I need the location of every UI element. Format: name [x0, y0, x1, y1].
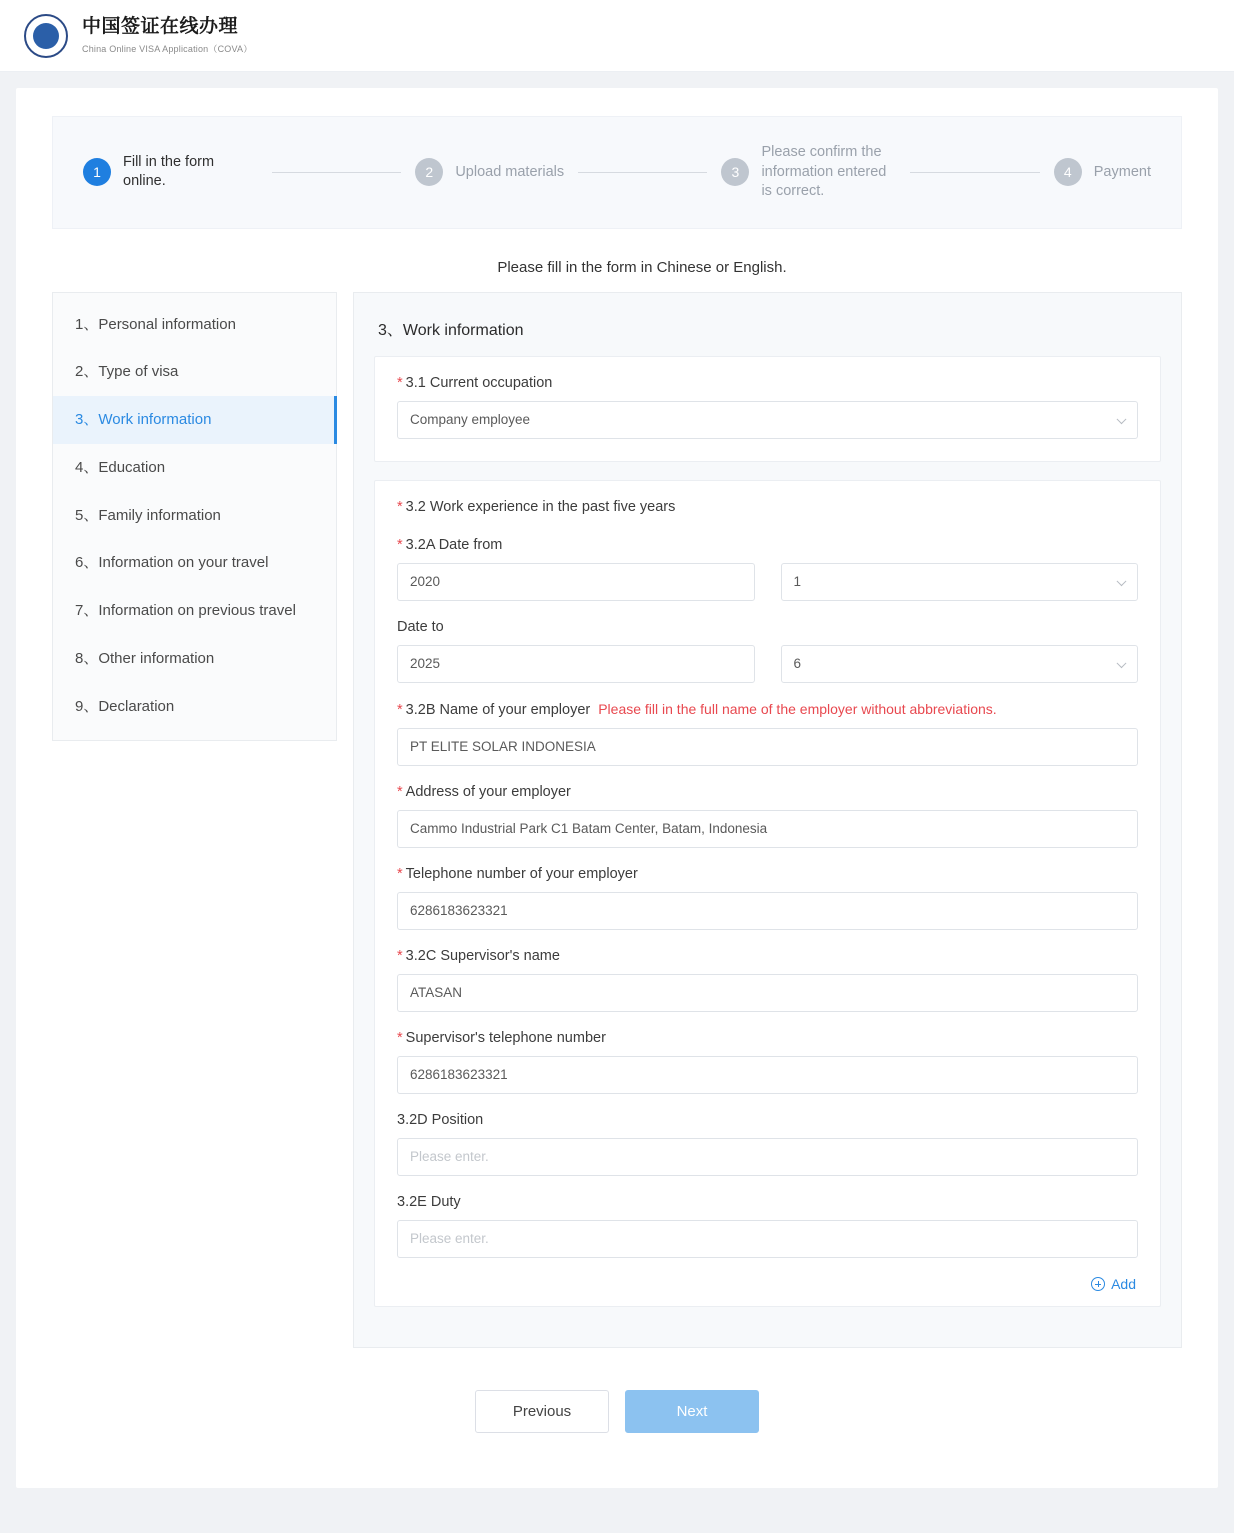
date-to-year-input[interactable] — [397, 645, 755, 683]
footer-buttons — [52, 1390, 1182, 1433]
current-occupation-card — [374, 356, 1161, 462]
supervisor-phone-label: * Supervisor's telephone number — [397, 1029, 606, 1046]
brand-title-en: China Online VISA Application（COVA） — [82, 44, 253, 55]
step-fill-form[interactable] — [83, 153, 258, 192]
employer-phone-label: * Telephone number of your employer — [397, 865, 638, 882]
page-wrapper — [0, 72, 1234, 1518]
sidebar-item-information-on-your-travel[interactable]: 6、Information on your travel — [75, 554, 269, 572]
plus-circle-icon — [1091, 1277, 1105, 1291]
employer-phone-field — [397, 866, 1138, 930]
position-field — [397, 1112, 1138, 1176]
step-confirm-information[interactable] — [721, 143, 896, 202]
work-information-panel — [353, 292, 1182, 1348]
step-3-number: 3 — [721, 158, 749, 186]
required-asterisk: * — [397, 865, 403, 882]
sidebar-item-declaration[interactable]: 9、Declaration — [75, 697, 175, 715]
employer-address-input[interactable] — [397, 810, 1138, 848]
form-language-notice: Please fill in the form in Chinese or English. — [497, 258, 787, 276]
required-asterisk: * — [397, 947, 403, 964]
next-button[interactable]: Next — [625, 1390, 759, 1433]
supervisor-name-input[interactable] — [397, 974, 1138, 1012]
work-experience-label: * 3.2 Work experience in the past five years — [397, 498, 676, 515]
step-connector-3 — [910, 172, 1039, 173]
date-from-year-input[interactable] — [397, 563, 755, 601]
page-card — [16, 88, 1218, 1488]
supervisor-name-field — [397, 948, 1138, 1012]
sidebar-item-type-of-visa[interactable]: 2、Type of visa — [75, 363, 179, 381]
date-to-inputs — [397, 645, 1138, 683]
position-label: 3.2D Position — [397, 1111, 484, 1128]
step-3-label: Please confirm the information entered is correct. — [761, 144, 887, 200]
employer-name-hint: Please fill in the full name of the employer without abbreviations. — [598, 700, 997, 717]
step-connector-1 — [272, 172, 401, 173]
step-connector-2 — [578, 172, 707, 173]
panel-title: 3、Work information — [378, 321, 524, 339]
sidebar-item-personal-information[interactable]: 1、Personal information — [75, 315, 236, 333]
brand-title-cn: 中国签证在线办理 — [82, 15, 239, 37]
app-header — [0, 0, 1234, 72]
employer-phone-input[interactable] — [397, 892, 1138, 930]
step-1-label: Fill in the form online. — [123, 153, 215, 190]
employer-address-label: * Address of your employer — [397, 783, 571, 800]
step-2-label: Upload materials — [455, 163, 565, 180]
supervisor-phone-field — [397, 1030, 1138, 1094]
employer-name-field — [397, 701, 1138, 766]
sidebar-item-education[interactable]: 4、Education — [75, 458, 166, 476]
current-occupation-select[interactable] — [397, 401, 1138, 439]
employer-address-field — [397, 784, 1138, 848]
step-1-number: 1 — [83, 158, 111, 186]
step-2-number: 2 — [415, 158, 443, 186]
sidebar-item-family-information[interactable]: 5、Family information — [75, 506, 221, 524]
work-experience-card — [374, 480, 1161, 1307]
content-row — [52, 292, 1182, 1348]
supervisor-phone-input[interactable] — [397, 1056, 1138, 1094]
required-asterisk: * — [397, 1029, 403, 1046]
step-upload-materials[interactable] — [415, 158, 564, 186]
position-input[interactable] — [397, 1138, 1138, 1176]
form-section-nav — [52, 292, 337, 742]
sidebar-item-work-information[interactable]: 3、Work information — [53, 396, 336, 444]
progress-stepper — [52, 116, 1182, 229]
supervisor-name-label: * 3.2C Supervisor's name — [397, 947, 560, 964]
date-to-field — [397, 619, 1138, 683]
step-payment[interactable] — [1054, 158, 1151, 186]
add-work-experience-button[interactable] — [1091, 1276, 1136, 1292]
required-asterisk: * — [397, 374, 403, 391]
required-asterisk: * — [397, 701, 403, 718]
duty-input[interactable] — [397, 1220, 1138, 1258]
date-to-month-select-wrap[interactable] — [781, 645, 1139, 683]
sidebar-item-other-information[interactable]: 8、Other information — [75, 649, 215, 667]
required-asterisk: * — [397, 783, 403, 800]
date-from-month-select[interactable] — [781, 563, 1139, 601]
required-asterisk: * — [397, 498, 403, 515]
date-from-inputs — [397, 563, 1138, 601]
add-row — [397, 1276, 1138, 1292]
current-occupation-select-wrap[interactable] — [397, 401, 1138, 439]
add-label: Add — [1111, 1275, 1136, 1292]
duty-label: 3.2E Duty — [397, 1193, 461, 1210]
step-4-number: 4 — [1054, 158, 1082, 186]
current-occupation-label: * 3.1 Current occupation — [397, 374, 553, 391]
required-asterisk: * — [397, 536, 403, 553]
duty-field — [397, 1194, 1138, 1258]
step-4-label: Payment — [1093, 163, 1151, 180]
china-visa-emblem-icon — [24, 14, 68, 58]
date-from-label: * 3.2A Date from — [397, 536, 503, 553]
sidebar-item-information-on-previous-travel[interactable]: 7、Information on previous travel — [75, 602, 296, 620]
date-from-field — [397, 537, 1138, 601]
employer-name-label: * 3.2B Name of your employer Please fill in the full name of the employer without abbreviations. — [397, 700, 997, 718]
date-to-label: Date to — [397, 618, 444, 635]
previous-button[interactable]: Previous — [475, 1390, 609, 1433]
date-from-month-select-wrap[interactable] — [781, 563, 1139, 601]
employer-name-input[interactable] — [397, 728, 1138, 766]
brand-text — [82, 16, 252, 56]
date-to-month-select[interactable] — [781, 645, 1139, 683]
current-occupation-field — [397, 375, 1138, 439]
